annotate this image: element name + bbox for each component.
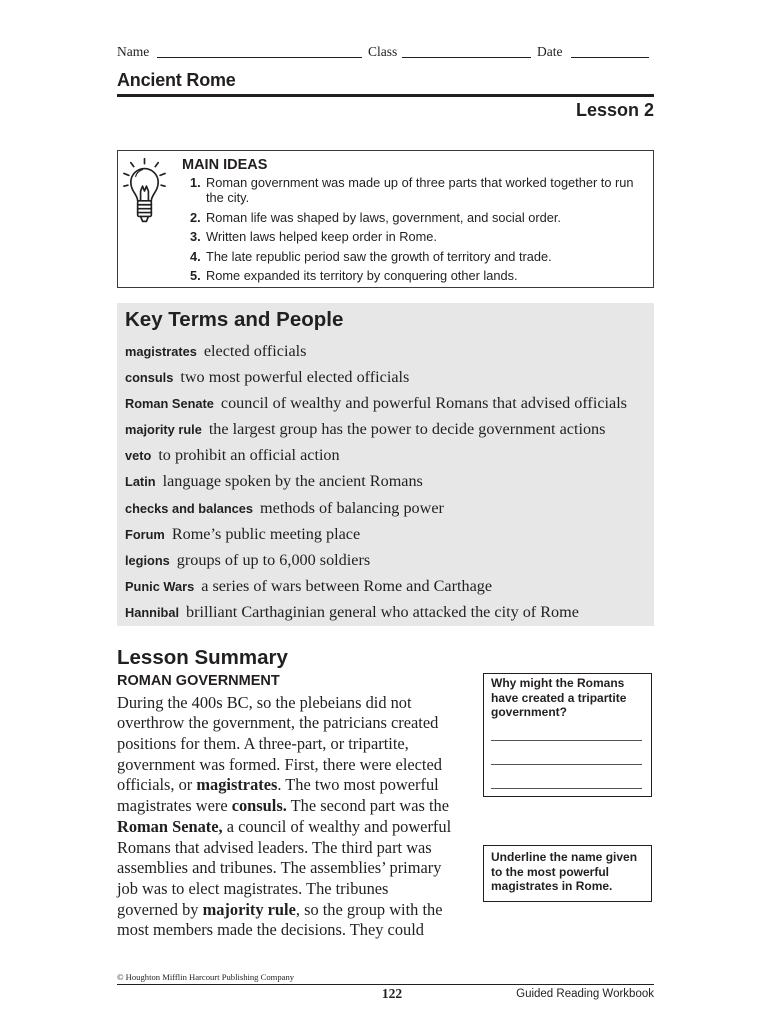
main-idea-text: Roman government was made up of three parts that worked together to run the city.	[206, 175, 634, 205]
main-idea-number: 1.	[190, 175, 201, 190]
text-run: officials, or	[117, 775, 197, 795]
date-label: Date	[537, 44, 563, 59]
text-run: , so the group with the	[295, 899, 443, 919]
key-term-row	[125, 390, 627, 416]
answer-line[interactable]	[491, 764, 642, 765]
paragraph-line	[117, 796, 451, 817]
main-idea-text: Rome expanded its territory by conquering other lands.	[206, 268, 518, 283]
text-run: . The two most powerful	[277, 775, 439, 795]
key-term: Roman Senate	[125, 396, 214, 412]
question-line: have created a tripartite	[491, 690, 627, 705]
instruction-line: to the most powerful	[491, 864, 609, 879]
answer-line[interactable]	[491, 740, 642, 741]
bold-term: consuls.	[231, 796, 287, 816]
main-ideas-box	[117, 150, 654, 288]
footer-divider	[117, 984, 654, 985]
text-run: Romans that advised leaders. The third part was	[117, 837, 432, 857]
main-idea-item	[190, 249, 643, 264]
key-terms-heading: Key Terms and People	[125, 308, 344, 331]
instruction-text	[491, 850, 637, 894]
answer-line[interactable]	[491, 788, 642, 789]
main-idea-text: Written laws helped keep order in Rome.	[206, 229, 437, 244]
instruction-line: Underline the name given	[491, 850, 638, 864]
paragraph-line	[117, 775, 451, 796]
name-field[interactable]	[157, 44, 362, 58]
key-term-definition: elected officials	[203, 342, 307, 360]
key-term: Forum	[125, 526, 165, 542]
main-ideas-list	[190, 175, 643, 288]
lesson-number: Lesson 2	[575, 100, 654, 120]
name-label: Name	[117, 44, 150, 59]
key-term-definition: a series of wars between Rome and Carthage	[201, 576, 493, 595]
paragraph-line	[117, 858, 451, 879]
key-term: checks and balances	[125, 500, 254, 516]
main-idea-text: Roman life was shaped by laws, government, and social order.	[206, 209, 561, 225]
key-term-definition: to prohibit an official action	[158, 446, 340, 465]
key-term-row	[125, 547, 627, 573]
key-term-row	[125, 521, 627, 547]
text-run: During the 400s BC, so the plebeians did not	[117, 692, 412, 712]
question-line: Why might the Romans	[491, 676, 625, 690]
page-number: 122	[381, 986, 403, 1001]
main-ideas-heading: MAIN IDEAS	[182, 157, 268, 173]
key-term-row	[125, 338, 627, 364]
paragraph-line	[117, 734, 451, 755]
bold-term: magistrates	[196, 775, 278, 795]
key-term-definition: language spoken by the ancient Romans	[162, 472, 423, 491]
text-run: positions for them. A three-part, or tripartite,	[117, 733, 409, 753]
key-term-definition: two most powerful elected officials	[180, 368, 410, 387]
text-run: The second part was the	[286, 796, 449, 816]
key-term-row	[125, 599, 627, 625]
key-term: Hannibal	[125, 604, 180, 620]
bold-term: majority rule	[202, 899, 296, 919]
book-title: Guided Reading Workbook	[516, 988, 654, 1000]
key-term: Punic Wars	[125, 578, 195, 594]
date-field[interactable]	[571, 44, 649, 58]
key-term-definition: the largest group has the power to decide government actions	[208, 420, 606, 439]
class-field[interactable]	[402, 44, 531, 58]
key-term-definition: methods of balancing power	[260, 498, 444, 517]
question-text	[491, 676, 626, 720]
key-terms-box	[117, 303, 654, 626]
key-term-row	[125, 468, 627, 494]
key-term-definition: council of wealthy and powerful Romans that advised officials	[220, 394, 627, 413]
key-term-row	[125, 416, 627, 442]
paragraph-line	[117, 838, 451, 859]
main-idea-item	[190, 229, 643, 244]
summary-paragraph	[117, 693, 451, 942]
main-idea-number: 5.	[190, 268, 201, 283]
chapter-title: Ancient Rome	[117, 70, 236, 90]
text-run: a council of wealthy and powerful	[222, 816, 452, 836]
key-term-definition: brilliant Carthaginian general who attacked the city of Rome	[186, 602, 579, 621]
instruction-line: magistrates in Rome.	[491, 879, 613, 893]
key-terms-list	[125, 338, 627, 625]
key-term-row	[125, 495, 627, 521]
class-label: Class	[368, 44, 398, 59]
main-idea-item	[190, 268, 643, 283]
paragraph-line	[117, 900, 451, 921]
paragraph-line	[117, 817, 451, 838]
main-idea-text: The late republic period saw the growth of territory and trade.	[206, 248, 552, 264]
key-term-definition: groups of up to 6,000 soldiers	[176, 550, 371, 569]
key-term: veto	[125, 448, 152, 464]
text-run: overthrow the government, the patricians created	[117, 713, 439, 733]
main-idea-number: 3.	[190, 229, 201, 244]
key-term: Latin	[125, 474, 156, 490]
key-term-row	[125, 364, 627, 390]
key-term: legions	[125, 552, 170, 568]
key-term: consuls	[125, 370, 174, 386]
key-term-row	[125, 573, 627, 599]
key-term: majority rule	[125, 422, 202, 438]
main-idea-number: 4.	[190, 248, 201, 264]
section-subheading: ROMAN GOVERNMENT	[117, 673, 280, 689]
text-run: government was formed. First, there were elected	[117, 754, 442, 774]
text-run: magistrates were	[117, 796, 232, 816]
main-idea-number: 2.	[190, 209, 201, 225]
copyright-notice: © Houghton Mifflin Harcourt Publishing Company	[117, 972, 295, 982]
paragraph-line	[117, 693, 451, 714]
paragraph-line	[117, 879, 451, 900]
question-line: government?	[491, 705, 568, 719]
text-run: most members made the decisions. They could	[117, 920, 424, 940]
lesson-summary-heading: Lesson Summary	[117, 646, 288, 669]
text-run: governed by	[117, 899, 203, 919]
instruction-box	[483, 845, 652, 902]
bold-term: Roman Senate,	[117, 816, 223, 836]
text-run: job was to elect magistrates. The tribunes	[117, 878, 389, 898]
paragraph-line	[117, 920, 451, 941]
key-term: magistrates	[125, 344, 197, 359]
text-run: assemblies and tribunes. The assemblies’ primary	[117, 858, 442, 878]
key-term-row	[125, 442, 627, 468]
question-box	[483, 673, 652, 797]
paragraph-line	[117, 755, 451, 776]
title-divider	[117, 94, 654, 97]
key-term-definition: Rome’s public meeting place	[171, 524, 361, 543]
main-idea-item	[190, 175, 643, 205]
paragraph-line	[117, 713, 451, 734]
main-idea-item	[190, 210, 643, 225]
lightbulb-icon	[122, 157, 167, 229]
